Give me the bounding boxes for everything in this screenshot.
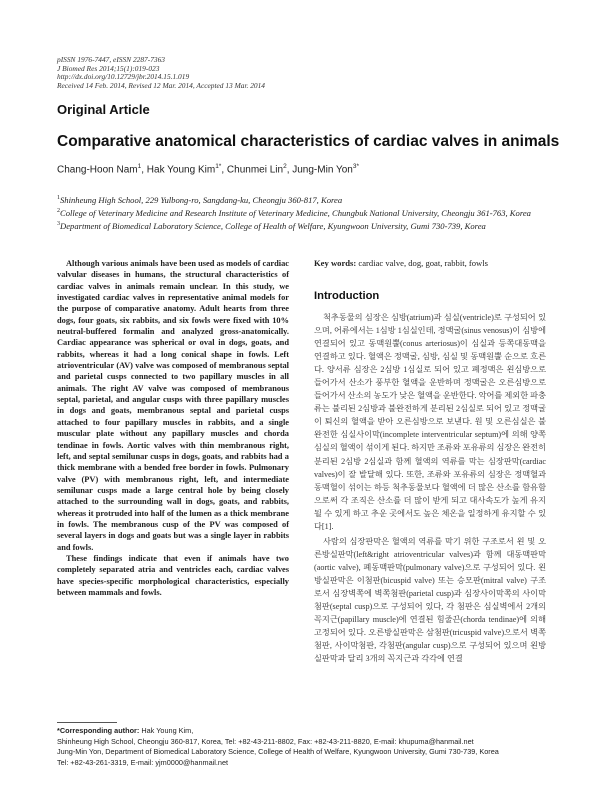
author-name: Chang-Hoon Nam	[57, 164, 138, 176]
abstract-column	[57, 258, 289, 598]
author-name: Jung-Min Yon	[292, 164, 353, 176]
author-name: Hak Young Kim	[146, 164, 216, 176]
introduction-heading: Introduction	[314, 290, 380, 302]
corresponding-address: Shinheung High School, Cheongju 360-817, Korea, Tel: +82-43-211-8802, Fax: +82-43-211-8820, E-mail: khupuma@hanmail.net	[57, 736, 474, 746]
affil-mark: 3	[57, 221, 60, 228]
affiliations	[57, 193, 547, 232]
intro-paragraph: 척추동물의 심장은 심방(atrium)과 심실(ventricle)로 구성되어 있으며, 어류에서는 1심방 1심실인데, 정맥굴(sinus venosus)이 심방에 연결되어 있고 동맥원뿔(conus arteriosus)이 심실과 등쪽대동맥을 연결하고 있다. 혈액은 정맥굴, 심방, 심실 및 동맥원뿔 순으로 흐른다. 양서류 심장은 2심방 1심실로 되어 있고 폐정맥은 왼심방으로 들어가서 산소가 풍부한 혈액을 운반하며 정맥굴은 오른심방으로 들어가서 산소의 농도가 낮은 혈액을 운반한다. 악어를 제외한 파충류는 불리된 2심방과 불완전하게 분리된 2심실로 되어 있고 정맥굴이 퇴신의 혈액을 받아 오른심방으로 보낸다. 원 및 오른심실은 불완전한 심실사이막(incomplete interventricular septum)에 의해 양쪽 심실의 혈액이 섞이게 된다. 하지만 조류와 포유류의 심장은 완전히 분리된 2심방 2심실과 함께 혈액의 역류를 막는 심장판막(cardiac valves)이 잘 발달해 있다. 또한, 조류와 포유류의 심장은 정맥혈과 동맥혈이 섞이는 하등 척추동물보다 혈액에 더 많은 산소를 함유함으로써 각 조직은 산소를 더 많이 받게 되고 대사속도가 높게 유지될 수 있게 하고 추운 곳에서도 높은 체온을 일정하게 유지할 수 있다[1].	[314, 313, 546, 531]
intro-paragraph: 사람의 심장판막은 혈액의 역류를 막기 위한 구조로서 왼 및 오른방실판막(left&right atrioventricular valves)과 함께 대동맥판막(aortic valve), 폐동맥판막(pulmonary valve)으로 구성되어 있다. 왼방실판막은 이첨판(bicuspid valve) 또는 승모판(mitral valve) 구조로서 심장벽쪽에 벽쪽첨판(parietal cusp)과 심장사이막쪽의 사이막첨판(septal cusp)으로 구성되어 있다, 각 첨판은 심실벽에서 2개의 꼭지근(papillary muscle)에 연결된 힘줄끈(chorda tendinae)에 의해 고정되어 있다. 오른방실판막은 삼첨판(tricuspid valve)으로서 벽쪽첨판, 사이막첨판, 각첨판(angular cusp)으로 구성되어 있으며 왼방실판막과 달리 3개의 꼭지근과 각각에 연결	[314, 536, 546, 664]
keywords-text: cardiac valve, dog, goat, rabbit, fowls	[358, 258, 488, 268]
author-affil-mark: 3*	[352, 163, 360, 170]
affil-mark: 2	[57, 208, 60, 215]
keywords	[314, 258, 546, 269]
affil-mark: 1	[57, 195, 60, 201]
footnote-divider	[57, 722, 117, 723]
issn-line: pISSN 1976-7447, eISSN 2287-7363	[57, 55, 165, 64]
affiliation-item	[57, 193, 547, 206]
affiliation-item	[57, 219, 547, 232]
author-affil-mark: 1	[137, 163, 142, 170]
author-affil-mark: 2	[283, 163, 287, 170]
corresponding-label: *Corresponding author:	[57, 726, 140, 735]
author-name: Chunmei Lin	[226, 164, 284, 176]
abstract-paragraph: Although various animals have been used as models of cardiac valvular diseases in humans, the structural characteristics of cardiac valves in animals remain unclear. In this study, we investigated cardiac valves in representative animal models for the purpose of comparative anatomy. Adult hearts from three dogs, four goats, six rabbits, and six fowls were fixed with 10% neutral-buffered formalin and analyzed gross-anatomically. Cardiac appearance was spherical or oval in dogs, goats, and rabbits, whereas it had a long conical shape in fowls. Left atrioventricular (AV) valve was composed of membranous septal and parietal cusps connected to two papillary muscles in all animals. The right AV valve was composed of membranous septal, parietal, and angular cusps with three papillary muscles in dogs and goats, membranous septal and parietal cusps attached to four papillary muscles in rabbits, and a single muscular plate without any papillary muscles and chorda tendinae in fowls. Aortic valves with thin membranous right, left, and septal semilunar cusps in dogs, goats, and rabbits had a thick membrane with a bended free border in fowls. Pulmonary valve (PV) with membranous right, left, and intermediate semilunar cusps made a large central hole by being closely attached to the surrounding wall in dogs, goats, and rabbits, whereas it protruded into half of the lumen as a thick membrane in fowls. The membranous cusp of the PV was composed of several layers in dogs and goats but was a single layer in rabbits and fowls.	[57, 259, 289, 552]
doi-link[interactable]: http://dx.doi.org/10.12729/jbr.2014.15.1.019	[57, 72, 190, 82]
affil-text: College of Veterinary Medicine and Research Institute of Veterinary Medicine, Chungbuk National University, Cheongju 361-763, Korea	[60, 207, 531, 218]
received-line: Received 14 Feb. 2014, Revised 12 Mar. 2014, Accepted 13 Mar. 2014	[57, 80, 265, 90]
journal-line: J Biomed Res 2014;15(1):019-023	[57, 63, 160, 73]
second-author-address: Jung-Min Yon, Department of Biomedical Laboratory Science, College of Health of Welfare, Kyungwoon University, Gumi 730-739, Korea	[57, 747, 499, 757]
affil-text: Shinheung High School, 229 Yulbong-ro, Sangdang-ku, Cheongju 360-817, Korea	[60, 194, 343, 205]
abstract-paragraph: These findings indicate that even if animals have two completely separated atria and ventricles each, cardiac valves have species-specific morphological characteristics, especially between mammals and fowls.	[57, 553, 289, 597]
article-type: Original Article	[57, 102, 150, 117]
paper-title: Comparative anatomical characteristics of cardiac valves in animals	[57, 133, 560, 150]
author-affil-mark: 1*	[215, 163, 222, 170]
corresponding-name: Hak Young Kim,	[141, 726, 194, 735]
body-column	[314, 258, 546, 665]
correspondence-footnote	[57, 726, 557, 768]
journal-meta	[57, 56, 477, 90]
affiliation-item	[57, 206, 547, 219]
introduction-body	[314, 311, 546, 665]
affil-text: Department of Biomedical Laboratory Science, College of Health of Welfare, Kyungwoon University, Gumi 730-739, Korea	[60, 220, 486, 231]
author-list: Chang-Hoon Nam$^1$, Hak Young Kim$^{1*}$, Chunmei Lin$^2$, Jung-Min Yon$^{3*}$	[57, 163, 360, 176]
abstract	[57, 258, 289, 598]
keywords-label: Key words:	[314, 258, 357, 268]
second-author-contact: Tel: +82-43-261-3319, E-mail: yjm0000@hanmail.net	[57, 757, 229, 767]
